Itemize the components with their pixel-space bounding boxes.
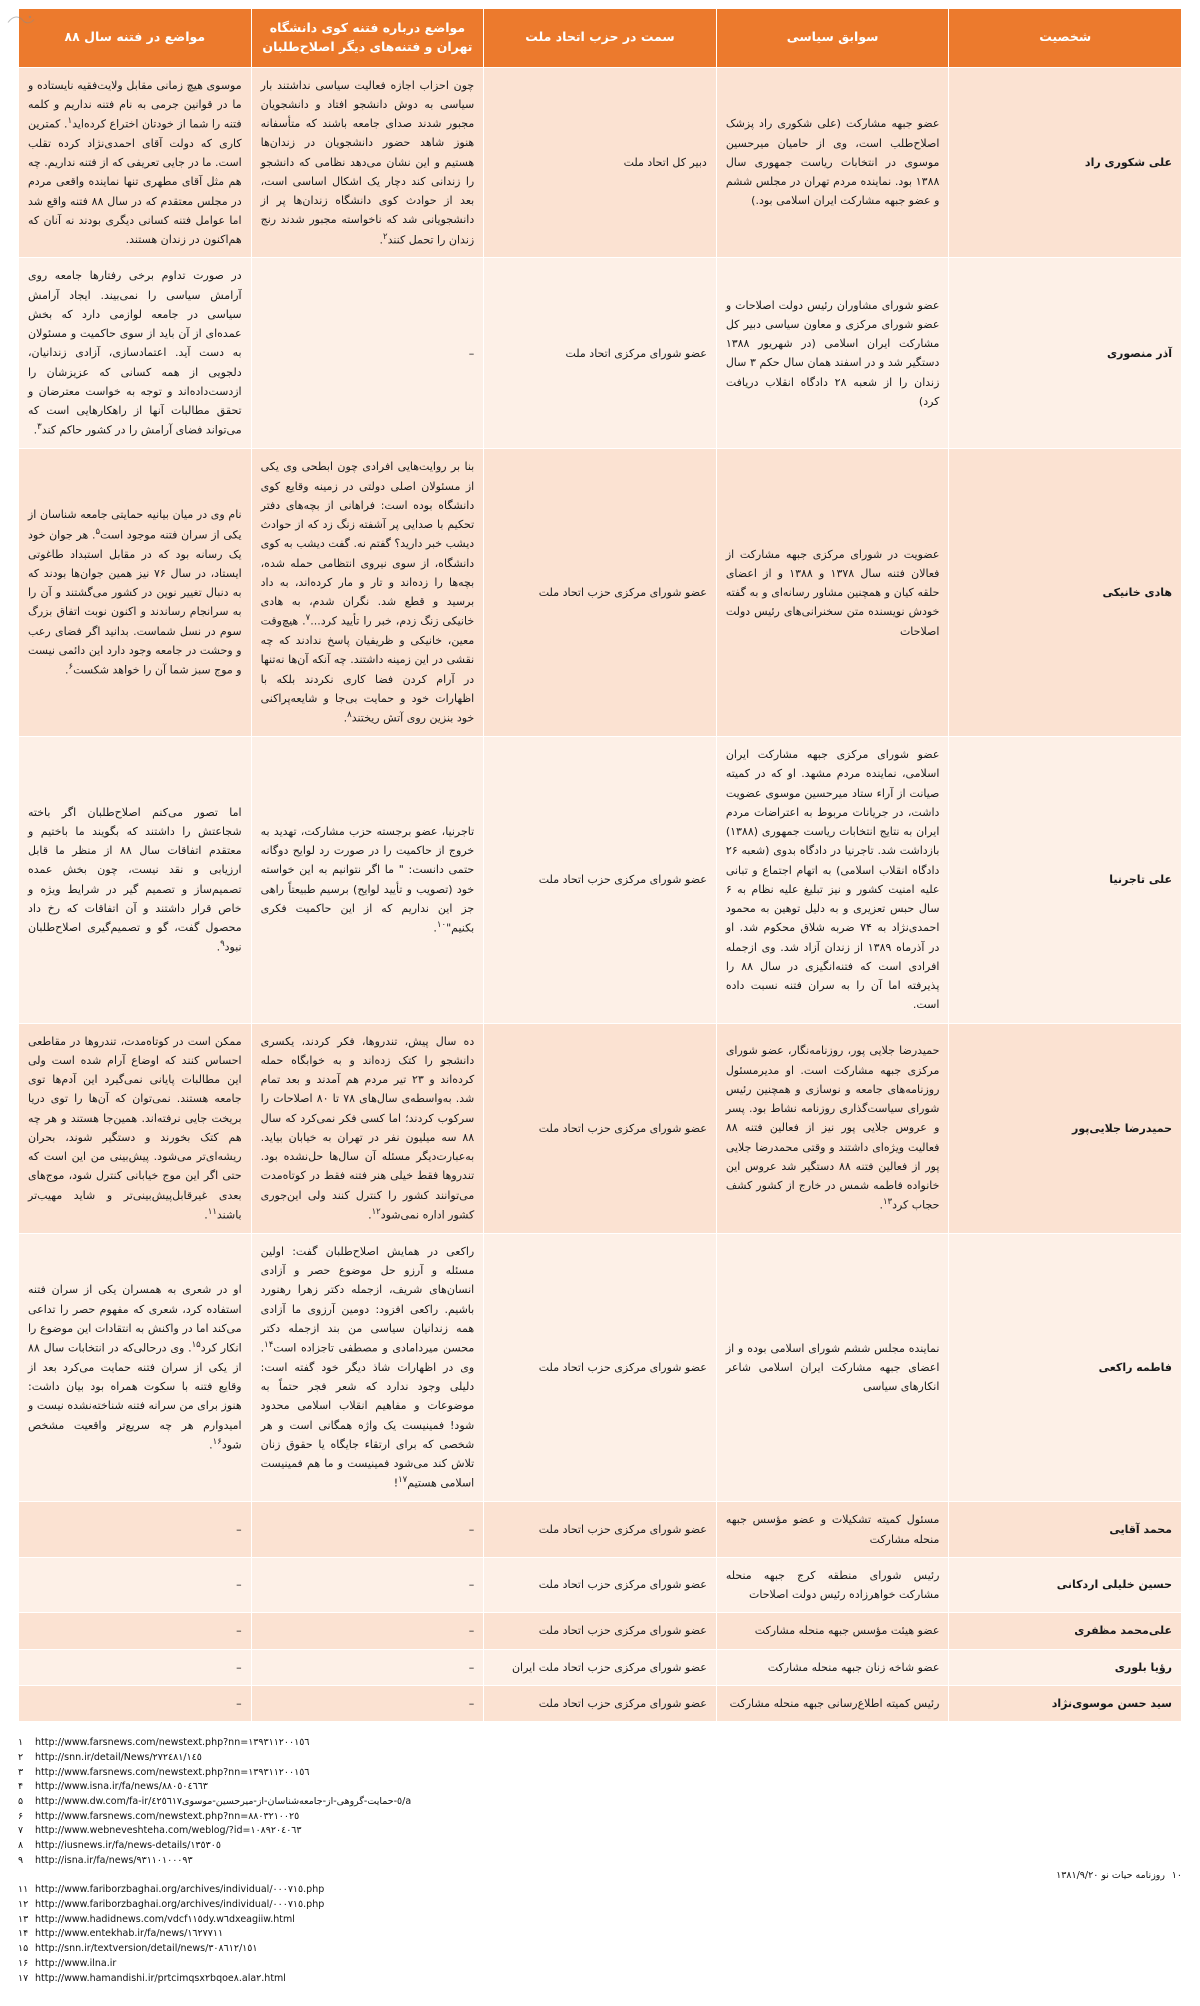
cell-political-history: عضو شورای مشاوران رئیس دولت اصلاحات و عضو شورای مرکزی و معاون سیاسی دبیر کل مشارکت ایران اسلامی (در شهریور ۱۳۸۸ دستگیر شد و در اسفند همان سال حکم ۳ سال زندان را از شعبه ۲۸ دادگاه انقلاب دریافت کرد)	[716, 258, 949, 449]
footnote-item	[18, 1927, 1182, 1942]
table-row	[19, 1557, 1182, 1613]
table-row	[19, 1613, 1182, 1649]
footnote-number: ۶	[18, 1810, 24, 1822]
footnote-item	[18, 1957, 1182, 1972]
cell-person: علی‌محمد مظفری	[949, 1613, 1182, 1649]
footnote-number: ۱۵	[18, 1943, 29, 1955]
cell-views-university: بنا بر روایت‌هایی افرادی چون ابطحی وی یکی از مسئولان اصلی دولتی در زمینه وقایع کوی دانشگاه بوده است: فراهانی از بچه‌های دفتر تحکیم با صدایی پر آشفته زنگ زد که از حوادث دیشب خبر دارید؟ گفتم نه. گفت دیشب به کوی دانشگاه، از سوی نیروی انتظامی حمله شده، بچه‌ها را زده‌اند و تار و مار کرده‌اند، به داد برسید و قطع شد. نگران شدم، به هادی خانیکی زنگ زدم، خبر را تأیید کرد...$^۷$. هیچ‌وقت معین، خانیکی و ظریفیان پاسخ ندادند که چه نقشی در این زمینه داشتند. چه آنکه آن‌ها نه‌تنها در آرام کردن فضا کاری نکردند بلکه با اظهارات خود و حمایت بی‌جا و شایعه‌پراکنی خود بنزین روی آتش ریختند$^۸$.	[251, 449, 484, 737]
cell-views-88: –	[19, 1649, 252, 1685]
footnote-text: http://www.hamandishi.ir/prtcimqsx۲bqoe۸.ala۲.html	[35, 1972, 286, 1984]
table-row	[19, 1502, 1182, 1558]
footnote-item	[18, 1913, 1182, 1928]
footnote-item	[18, 1972, 1182, 1987]
cell-party-role: عضو شورای مرکزی حزب اتحاد ملت	[484, 1685, 717, 1721]
footnote-item	[18, 1766, 1182, 1781]
table-row	[19, 737, 1182, 1024]
cell-political-history: حمیدرضا جلایی پور، روزنامه‌نگار، عضو شورای مرکزی جبهه مشارکت است. او مدیرمسئول روزنامه‌های جامعه و نوسازی و همچنین رئیس شورای سیاست‌گذاری روزنامه نشاط بود. پسر و عروس جلایی پور نیز از فعالین فتنه ۸۸ فعالیت ویژه‌ای داشتند و وقتی محمدرضا جلایی پور از فعالین فتنه ۸۸ دستگیر شد عروس این خانواده فاطمه شمس در خارج از کشور کشف حجاب کرد$^{۱۳}$.	[716, 1023, 949, 1233]
footnote-item	[18, 1810, 1182, 1825]
footnote-item	[18, 1736, 1182, 1751]
footnote-item	[18, 1883, 1182, 1898]
cell-views-88: –	[19, 1502, 252, 1558]
cell-political-history: مسئول کمیته تشکیلات و عضو مؤسس جبهه منحله مشارکت	[716, 1502, 949, 1558]
footnote-text: http://www.fariborzbaghai.org/archives/individual/۰۰۰۷۱٥.php	[35, 1899, 325, 1910]
footnote-item	[18, 1854, 1182, 1869]
footnote-number: ۴	[18, 1781, 24, 1793]
cell-views-88: نام وی در میان بیانیه حمایتی جامعه شناسان از یکی از سران فتنه موجود است$^۵$. هر جوان خود یک رسانه بود که در مقابل استبداد طاغوتی ایستاد، در سال ۷۶ نیز همین جوان‌ها بودند که به دنبال تغییر نوین در کشور می‌گشتند و آن را به سرانجام رساندند و اکنون نوبت اتفاق بزرگ سوم در نسل شماست. بدانید اگر فضای رعب و وحشت در جامعه وجود دارد این دائمی نیست و موج سبز شما آن را خواهد شکست$^۶$.	[19, 449, 252, 737]
cell-party-role: عضو شورای مرکزی حزب اتحاد ملت	[484, 1023, 717, 1233]
footnote-number: ۱۲	[18, 1899, 29, 1910]
column-header-views-university: مواضع درباره فتنه کوی دانشگاه تهران و فتنه‌های دیگر اصلاح‌طلبان	[251, 9, 484, 68]
footnote-text: http://www.entekhab.ir/fa/news/۱٦۲۷۷۱۱	[35, 1928, 224, 1940]
cell-views-88: –	[19, 1557, 252, 1613]
footnote-item	[18, 1839, 1182, 1854]
footnotes-list	[18, 1736, 1182, 1986]
political-figures-table	[18, 8, 1182, 1722]
table-row	[19, 258, 1182, 449]
footnote-text: http://www.isna.ir/fa/news/۸۸۰٥۰٤٦٦۳	[35, 1781, 208, 1793]
column-header-party-role: سمت در حزب اتحاد ملت	[484, 9, 717, 68]
cell-person: سید حسن موسوی‌نژاد	[949, 1685, 1182, 1721]
footnote-number: ۱۷	[18, 1972, 29, 1984]
table-head	[19, 9, 1182, 68]
footnote-number: ۲	[18, 1751, 24, 1763]
cell-party-role: عضو شورای مرکزی حزب اتحاد ملت	[484, 737, 717, 1024]
cell-views-university: –	[251, 1649, 484, 1685]
footnote-number: ۱۰	[1171, 1869, 1182, 1881]
footnote-text: http://www.webneveshteha.com/weblog/?id=۱۰۸۹۲۰٤۰٦۳	[35, 1825, 302, 1837]
cell-party-role: عضو شورای مرکزی حزب اتحاد ملت	[484, 1613, 717, 1649]
cell-views-88: در صورت تداوم برخی رفتارها جامعه روی آرامش سیاسی را نمی‌بیند. ایجاد آرامش سیاسی در جامعه لوازمی دارد که بخش عمده‌ای از آن باید از سوی حاکمیت و مسئولان به دست آید. اعتمادسازی، آزادی زندانیان، دلجویی از همه کسانی که عزیزشان را ازدست‌داده‌اند و توجه به خواست معترضان و تحقق مطالبات آنها از راهکارهایی است که می‌تواند فضای آرامش را در کشور حاکم کند$^۳$.	[19, 258, 252, 449]
column-header-political-history: سوابق سیاسی	[716, 9, 949, 68]
footnote-text: http://snn.ir/detail/News/۲۷۲٤۸۱/۱٤٥	[35, 1751, 202, 1763]
cell-person: علی شکوری راد	[949, 67, 1182, 258]
cell-party-role: عضو شورای مرکزی حزب اتحاد ملت	[484, 1233, 717, 1502]
table-row	[19, 1023, 1182, 1233]
footnote-text: http://www.farsnews.com/newstext.php?nn=۱۳۹۳۱۱۲۰۰۱٥٦	[35, 1737, 310, 1749]
cell-political-history: عضو شورای مرکزی جبهه مشارکت ایران اسلامی، نماینده مردم مشهد. او که در کمیته صیانت از آراء ستاد میرحسین موسوی عضویت داشت، در جریانات مربوط به اعتراضات مردم ایران به نتایج انتخابات ریاست جمهوری (۱۳۸۸) بازداشت شد. تاجرنیا در دادگاه بدوی (شعبه ۲۶ دادگاه انقلاب اسلامی) به اتهام اجتماع و تبانی علیه امنیت کشور و نیز تبلیغ علیه نظام به ۶ سال حبس تعزیری و به دلیل توهین به محمود احمدی‌نژاد به ۷۴ ضربه شلاق محکوم شد. او در آذرماه ۱۳۸۹ از زندان آزاد شد. وی از‌جمله افرادی است که فتنه‌انگیزی در سال ۸۸ را پذیرفته اما آن را به سران فتنه نسبت داده است.	[716, 737, 949, 1024]
table-row	[19, 1685, 1182, 1721]
cell-views-university: تاجرنیا، عضو برجسته حزب مشارکت، تهدید به خروج از حاکمیت را در صورت رد لوایح دوگانه حتمی دانست: " ما اگر نتوانیم به این خواسته خود (تصویب و تأیید لوایح) برسیم طبیعتاً راهی جز این نداریم که از این حاکمیت فکری بکنیم"$^{۱۰}$.	[251, 737, 484, 1024]
footnote-item	[18, 1898, 1182, 1913]
cell-party-role: عضو شورای مرکزی حزب اتحاد ملت ایران	[484, 1649, 717, 1685]
footnote-text: http://snn.ir/textversion/detail/news/۳۰۸٦۱۲/۱٥۱	[35, 1943, 258, 1955]
cell-views-university: –	[251, 1502, 484, 1558]
cell-political-history: عضو شاخه زنان جبهه منحله مشارکت	[716, 1649, 949, 1685]
footnote-number: ۱	[18, 1737, 24, 1749]
column-header-person: شخصیت	[949, 9, 1182, 68]
footnote-number: ۳	[18, 1766, 24, 1778]
cell-views-88: موسوی هیچ زمانی مقابل ولایت‌فقیه نایستاده و ما در قوانین جرمی به نام فتنه نداریم و کلمه فتنه را شما از خودتان اختراع کرده‌اید$^۱$. کمترین کاری که دولت آقای احمدی‌نژاد کرده تقلب است. ما در جایی تعریفی که از فتنه نداریم. چه هم مثل آقای مطهری تنها نماینده واقعی مردم در مجلس معتقدم که در سال ۸۸ فتنه واقع شد اما عوامل فتنه کسانی دیگری بودند نه آنان که هم‌اکنون در زندان هستند.	[19, 67, 252, 258]
table-body	[19, 67, 1182, 1722]
cell-views-88: –	[19, 1613, 252, 1649]
cell-political-history: نماینده مجلس ششم شورای اسلامی بوده و از اعضای جبهه مشارکت ایران اسلامی شاعر انکارهای سیاسی	[716, 1233, 949, 1502]
footnote-item	[18, 1751, 1182, 1766]
cell-views-88: او در شعری به همسران یکی از سران فتنه استفاده کرد، شعری که مفهوم حصر را تداعی می‌کند اما در واکنش به انتقادات این موضوع را انکار کرد$^{۱۵}$. وی درحالی‌که در انتخابات سال ۸۸ از یکی از سران فتنه حمایت می‌کرد بعد از وقایع فتنه با سکوت همراه بود بیان داشت: هنوز برای من سرانه فتنه شناخته‌نشده نیست و امیدوارم هر چه سریع‌تر واقعیت مشخص شود$^{۱۶}$.	[19, 1233, 252, 1502]
cell-party-role: دبیر کل اتحاد ملت	[484, 67, 717, 258]
cell-person: آذر منصوری	[949, 258, 1182, 449]
cell-person: فاطمه راکعی	[949, 1233, 1182, 1502]
footnote-item	[18, 1780, 1182, 1795]
footnote-number: ۱۱	[18, 1884, 29, 1896]
cell-party-role: عضو شورای مرکزی حزب اتحاد ملت	[484, 1502, 717, 1558]
cell-political-history: عضویت در شورای مرکزی جبهه مشارکت از فعالان فتنه سال ۱۳۷۸ و ۱۳۸۸ و از اعضای حلقه کیان و همچنین مشاور رسانه‌ای و به گفته خودش نویسنده متن سخنرانی‌های رئیس دولت اصلاحات	[716, 449, 949, 737]
footnote-number: ۱۴	[18, 1928, 29, 1940]
footnote-item	[18, 1824, 1182, 1839]
table-header-row	[19, 9, 1182, 68]
table-row	[19, 1233, 1182, 1502]
cell-person: حمیدرضا جلایی‌پور	[949, 1023, 1182, 1233]
cell-views-university: ده سال پیش، تندروها، فکر کردند، یکسری دانشجو را کتک زده‌اند و به خوابگاه حمله کرده‌اند و ۲۳ تیر مردم هم آمدند و بعد تمام شد. به‌واسطه‌ی سال‌های ۷۸ تا ۸۰ اصلاحات را سرکوب کردند؛ اما کسی فکر نمی‌کرد که سال ۸۸ سه میلیون نفر در تهران به خیابان بیاید. به‌عبارت‌دیگر مسئله آن سال‌ها حل‌نشده بود. تندروها فقط خیلی هنر فتنه فقط در کوتاه‌مدت می‌توانند کشور را کنترل کنند ولی این‌جوری کشور اداره نمی‌شود$^{۱۲}$.	[251, 1023, 484, 1233]
footnote-number: ۱۳	[18, 1913, 29, 1925]
footnote-number: ۷	[18, 1825, 24, 1837]
cell-party-role: عضو شورای مرکزی اتحاد ملت	[484, 258, 717, 449]
cell-party-role: عضو شورای مرکزی حزب اتحاد ملت	[484, 449, 717, 737]
cell-person: رؤیا بلوری	[949, 1649, 1182, 1685]
footnote-text: http://www.farsnews.com/newstext.php?nn=۸۸۰۳۲۱۰۰۲٥	[35, 1810, 300, 1822]
footnote-text: http://iusnews.ir/fa/news-details/۱۳٥۳۰٥	[35, 1840, 221, 1852]
document-page	[0, 8, 1200, 1986]
footnote-text: روزنامه حیات نو ۱۳۸۱/۹/۲۰	[1056, 1869, 1165, 1881]
footnote-number: ۸	[18, 1840, 24, 1852]
cell-person: هادی خانیکی	[949, 449, 1182, 737]
cell-party-role: عضو شورای مرکزی حزب اتحاد ملت	[484, 1557, 717, 1613]
column-header-views-88: مواضع در فتنه سال ۸۸	[19, 9, 252, 68]
cell-person: علی تاجرنیا	[949, 737, 1182, 1024]
cell-political-history: عضو جبهه مشارکت (علی شکوری راد پزشک اصلاح‌طلب است، وی از حامیان میرحسین موسوی در انتخابات ریاست جمهوری سال ۱۳۸۸ بود. نماینده مردم تهران در مجلس ششم و عضو جبهه مشارکت ایران اسلامی بود.)	[716, 67, 949, 258]
footnote-text: http://www.hadidnews.com/vdcf۱۱٥dy.w٦dxeagiiw.html	[35, 1913, 295, 1925]
footnote-item	[18, 1869, 1182, 1884]
footnote-number: ۹	[18, 1854, 24, 1866]
cell-person: حسین خلیلی اردکانی	[949, 1557, 1182, 1613]
table-row	[19, 1649, 1182, 1685]
footnote-text: http://www.dw.com/fa-ir/٤۲٥٦۱۷٥-حمایت-گروهی-از-جامعه‌شناسان-از-میرحسین-موسوی/a	[35, 1795, 412, 1807]
cell-views-88: –	[19, 1685, 252, 1721]
cell-political-history: عضو هیئت مؤسس جبهه منحله مشارکت	[716, 1613, 949, 1649]
footnote-number: ۵	[18, 1795, 24, 1807]
footnote-text: http://www.fariborzbaghai.org/archives/individual/۰۰۰۷۱٥.php	[35, 1884, 325, 1896]
cell-views-university: راکعی در همایش اصلاح‌طلبان گفت: اولین مسئله و آرزو حل موضوع حصر و آزادی انسان‌های شریف، ازجمله دکتر زهرا رهنورد باشیم. راکعی افزود: دومین آرزوی ما آزادی همه زندانیان سیاسی من بند ازجمله دکتر محسن میردامادی و مصطفی تاجزاده است$^{۱۴}$. وی در اظهارات شاذ دیگر خود گفته است: دلیلی وجود ندارد که شعر فجر حتماً به موضوعات و مفاهیم انقلاب اسلامی محدود شود! فمینیست یک واژه همگانی است و هر شخصی که برای ارتقاء جایگاه یا حقوق زنان تلاش کند می‌شود فمینیست و ما هم فمینیست اسلامی هستیم$^{۱۷}$!	[251, 1233, 484, 1502]
cell-views-university: –	[251, 1685, 484, 1721]
table-row	[19, 449, 1182, 737]
table-row	[19, 67, 1182, 258]
watermark-logo	[6, 12, 36, 28]
footnote-number: ۱۶	[18, 1957, 29, 1969]
cell-political-history: رئیس کمیته اطلاع‌رسانی جبهه منحله مشارکت	[716, 1685, 949, 1721]
cell-views-88: اما تصور می‌کنم اصلاح‌طلبان اگر باخته شجاعتش را داشتند که بگویند ما باختیم و معتقدم اتفاقات سال ۸۸ از منظر ما قابل ارزیابی و نقد نیست، چون بخش عمده تصمیم‌ساز و تصمیم گیر در شرایط ویژه و خاص قرار داشتند و آن اتفاقات که رخ داد محصول گفت، گو و تصمیم‌گیری اصلاح‌طلبان نبود$^۹$.	[19, 737, 252, 1024]
cell-views-university: –	[251, 258, 484, 449]
cell-views-university: –	[251, 1557, 484, 1613]
cell-views-university: –	[251, 1613, 484, 1649]
footnote-item	[18, 1942, 1182, 1957]
footnote-text: http://isna.ir/fa/news/۹۳۱۱۰۱۰۰۰۹۳	[35, 1854, 193, 1866]
cell-person: محمد آقایی	[949, 1502, 1182, 1558]
cell-political-history: رئیس شورای منطقه کرج جبهه منحله مشارکت خواهرزاده رئیس دولت اصلاحات	[716, 1557, 949, 1613]
footnote-text: http://www.ilna.ir	[35, 1957, 117, 1969]
footnote-item	[18, 1795, 1182, 1810]
cell-views-88: ممکن است در کوتاه‌مدت، تندروها در مقاطعی احساس کنند که اوضاع آرام شده است ولی این مطالبات پایانی نمی‌گیرد این آدم‌ها توی جامعه هستند. نمی‌توان که آن‌ها را توی دریا بریخت جایی نرفته‌اند. همین‌جا هستند و هر چه هم کتک بخورند و دستگیر شوند، بحران ریشه‌ای‌تر می‌شود. پیش‌بینی من این است که حتی اگر این موج خیابانی کنترل شود، موج‌های بعدی غیرقابل‌پیش‌بینی‌تر و شاید مهیب‌تر باشند$^{۱۱}$.	[19, 1023, 252, 1233]
footnote-text: http://www.farsnews.com/newstext.php?nn=۱۳۹۳۱۱۲۰۰۱٥٦	[35, 1766, 310, 1778]
cell-views-university: چون احزاب اجازه فعالیت سیاسی نداشتند بار سیاسی به دوش دانشجو افتاد و دانشجویان مجبور شدند صدای جامعه باشند که متأسفانه هنوز شاهد حضور دانشجویان در زندان‌ها هستیم و این نشان می‌دهد نظامی که دانشجو را زندانی کند دچار یک اشکال اساسی است، بعد از حوادث کوی دانشگاه زندان‌ها پر از دانشجویانی شد که ناخواسته مجبور شدند رنج زندان را تحمل کنند$^۲$.	[251, 67, 484, 258]
